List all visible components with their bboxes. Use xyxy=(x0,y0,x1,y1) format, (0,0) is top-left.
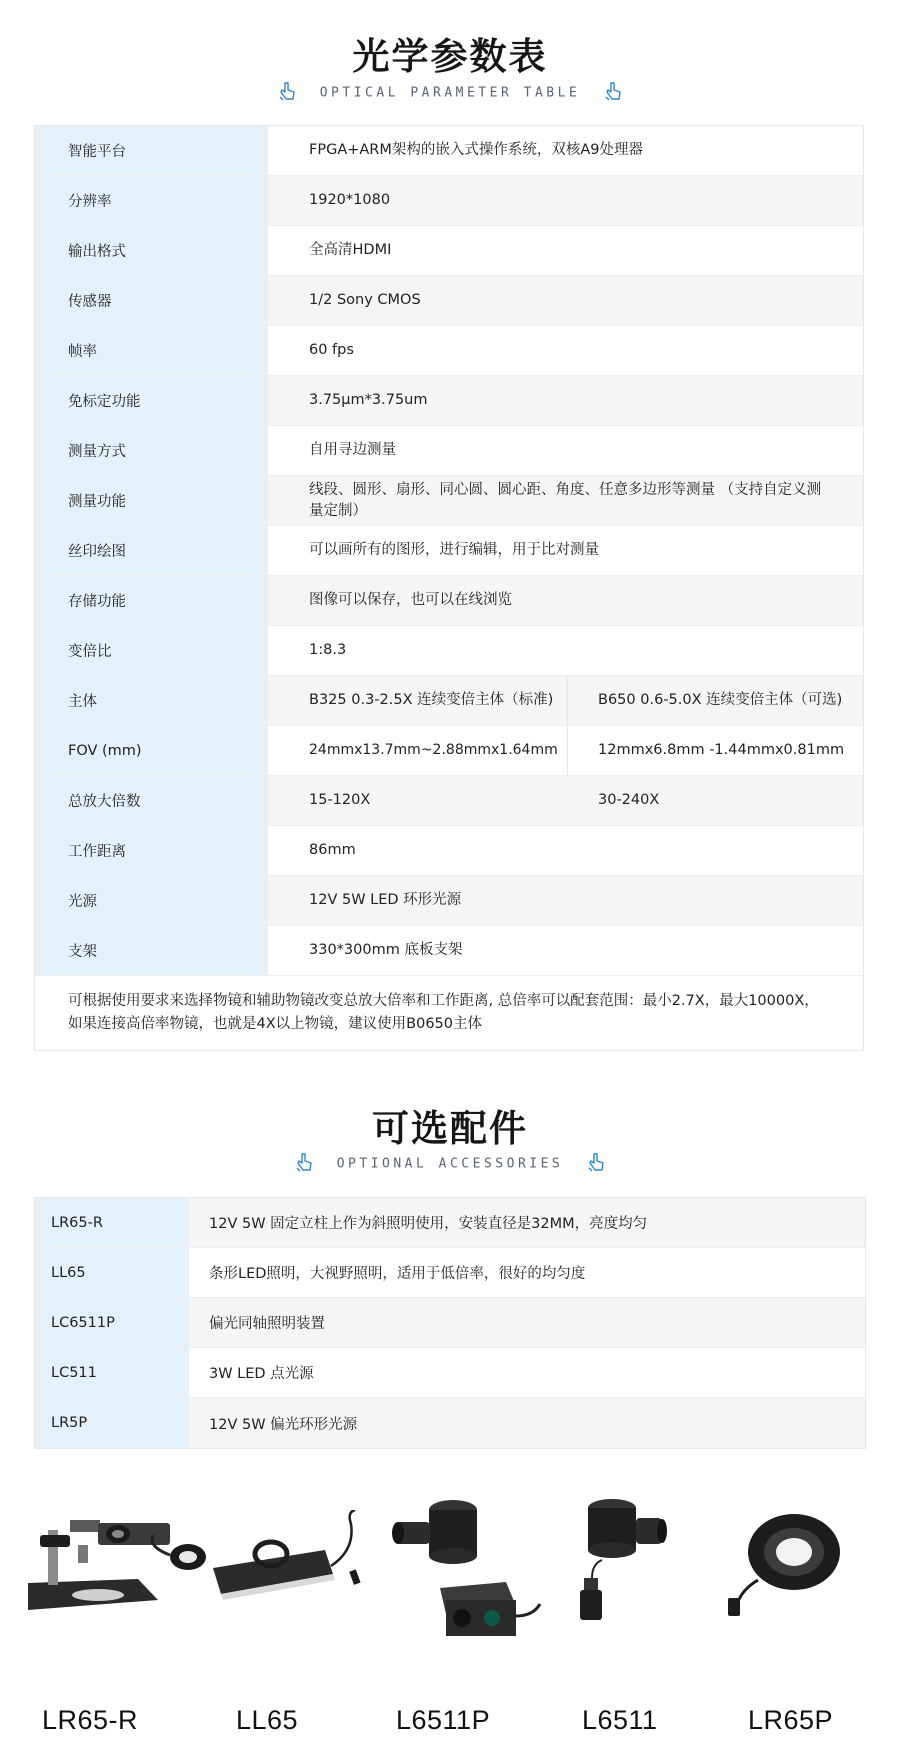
param-value xyxy=(268,676,863,725)
param-name: 主体 xyxy=(35,676,268,725)
param-name: 支架 xyxy=(35,926,268,975)
accessory-description: 条形LED照明，大视野照明，适用于低倍率，很好的均匀度 xyxy=(209,1266,586,1282)
product-image-l6511p xyxy=(388,1496,548,1650)
optical-section-title: 光学参数表 xyxy=(352,35,548,78)
table-row xyxy=(35,1198,865,1248)
hand-pointer-icon xyxy=(295,1152,313,1176)
accessory-model: LC6511P xyxy=(35,1298,189,1347)
accessory-description: 3W LED 点光源 xyxy=(209,1366,314,1382)
table-row xyxy=(35,576,863,626)
param-name: 变倍比 xyxy=(35,626,268,675)
table-row xyxy=(35,226,863,276)
accessory-description: 偏光同轴照明装置 xyxy=(189,1298,865,1347)
param-value: 3.75μm*3.75um xyxy=(268,376,863,425)
table-row xyxy=(35,676,863,726)
table-row xyxy=(35,176,863,226)
param-name: 输出格式 xyxy=(35,226,268,275)
param-name: 丝印绘图 xyxy=(35,526,268,575)
param-value: 1920*1080 xyxy=(268,176,863,225)
hand-pointer-icon xyxy=(587,1152,605,1176)
product-label: LL65 xyxy=(236,1705,299,1735)
param-name: 智能平台 xyxy=(35,126,268,175)
param-value xyxy=(268,726,863,775)
hand-pointer-icon xyxy=(604,81,622,105)
table-row xyxy=(35,126,863,176)
table-row xyxy=(35,376,863,426)
param-value xyxy=(268,776,863,825)
param-value-optional: 12mmx6.8mm -1.44mmx0.81mm xyxy=(598,742,845,758)
accessory-description: 12V 5W 偏光环形光源 xyxy=(189,1398,865,1448)
param-name: 工作距离 xyxy=(35,826,268,875)
param-value: 图像可以保存，也可以在线浏览 xyxy=(268,576,863,625)
param-name: 免标定功能 xyxy=(35,376,268,425)
param-value-standard: 15-120X xyxy=(309,792,371,808)
product-label: L6511 xyxy=(582,1705,658,1735)
table-row xyxy=(35,826,863,876)
param-name: 总放大倍数 xyxy=(35,776,268,825)
table-row xyxy=(35,276,863,326)
table-row xyxy=(35,626,863,676)
param-value: 全高清HDMI xyxy=(309,242,392,258)
table-row xyxy=(35,776,863,826)
accessories-table xyxy=(34,1197,866,1449)
accessory-model: LC511 xyxy=(35,1348,189,1397)
product-image-lr65-r xyxy=(28,1505,206,1619)
accessories-section-subtitle xyxy=(0,1152,900,1176)
product-label: LR65P xyxy=(748,1705,834,1735)
param-name: 传感器 xyxy=(35,276,268,325)
param-value: 330*300mm 底板支架 xyxy=(309,942,463,958)
table-row xyxy=(35,476,863,526)
param-value: 86mm xyxy=(309,842,356,858)
param-value-standard: B325 0.3-2.5X 连续变倍主体（标准) xyxy=(268,676,568,725)
table-row xyxy=(35,726,863,776)
table-row xyxy=(35,1298,865,1348)
param-value: 12V 5W LED 环形光源 xyxy=(268,876,863,925)
table-row xyxy=(35,1248,865,1298)
param-value-optional: B650 0.6-5.0X 连续变倍主体（可选) xyxy=(598,692,843,708)
accessory-description: 12V 5W 固定立柱上作为斜照明使用，安装直径是32MM，亮度均匀 xyxy=(189,1198,865,1247)
accessory-model: LR5P xyxy=(35,1398,189,1448)
param-value: 自用寻边测量 xyxy=(309,442,396,458)
optical-parameter-table xyxy=(34,125,864,1051)
param-name: 存储功能 xyxy=(35,576,268,625)
param-name: 帧率 xyxy=(35,326,268,375)
table-row xyxy=(35,1348,865,1398)
param-value: 可以画所有的图形，进行编辑，用于比对测量 xyxy=(309,542,599,558)
optical-subtitle-text: OPTICAL PARAMETER TABLE xyxy=(319,85,581,101)
table-row xyxy=(35,426,863,476)
table-row xyxy=(35,526,863,576)
param-value: FPGA+ARM架构的嵌入式操作系统，双核A9处理器 xyxy=(309,142,644,158)
accessory-model: LL65 xyxy=(35,1248,189,1297)
accessories-section-title: 可选配件 xyxy=(372,1107,528,1150)
param-value: 1/2 Sony CMOS xyxy=(268,276,863,325)
product-image-l6511 xyxy=(562,1494,692,1638)
param-value: 1:8.3 xyxy=(309,642,347,658)
table-row xyxy=(35,1398,865,1448)
param-name: 测量方式 xyxy=(35,426,268,475)
param-value-standard: 24mmx13.7mm~2.88mmx1.64mm xyxy=(268,726,568,775)
param-name: 测量功能 xyxy=(35,476,268,525)
table-row xyxy=(35,326,863,376)
product-image-ll65 xyxy=(205,1510,365,1624)
table-row xyxy=(35,876,863,926)
product-image-lr65p xyxy=(728,1500,858,1624)
hand-pointer-icon xyxy=(278,81,296,105)
optical-section-subtitle xyxy=(0,81,900,105)
accessory-model: LR65-R xyxy=(35,1198,189,1247)
product-label: L6511P xyxy=(396,1705,491,1735)
param-name: 分辨率 xyxy=(35,176,268,225)
table-footnote: 可根据使用要求来选择物镜和辅助物镜改变总放大倍率和工作距离, 总倍率可以配套范围：最小2.7X，最大10000X，如果连接高倍率物镜，也就是4X以上物镜，建议使用B0650主体 xyxy=(68,993,819,1032)
param-name: 光源 xyxy=(35,876,268,925)
product-label: LR65-R xyxy=(42,1705,139,1735)
accessories-subtitle-text: OPTIONAL ACCESSORIES xyxy=(336,1156,564,1172)
param-value: 60 fps xyxy=(309,342,354,358)
param-value-optional: 30-240X xyxy=(598,792,660,808)
param-name: FOV (mm) xyxy=(35,726,268,775)
param-value: 线段、圆形、扇形、同心圆、圆心距、角度、任意多边形等测量 （支持自定义测量定制） xyxy=(268,476,863,525)
table-row xyxy=(35,926,863,976)
